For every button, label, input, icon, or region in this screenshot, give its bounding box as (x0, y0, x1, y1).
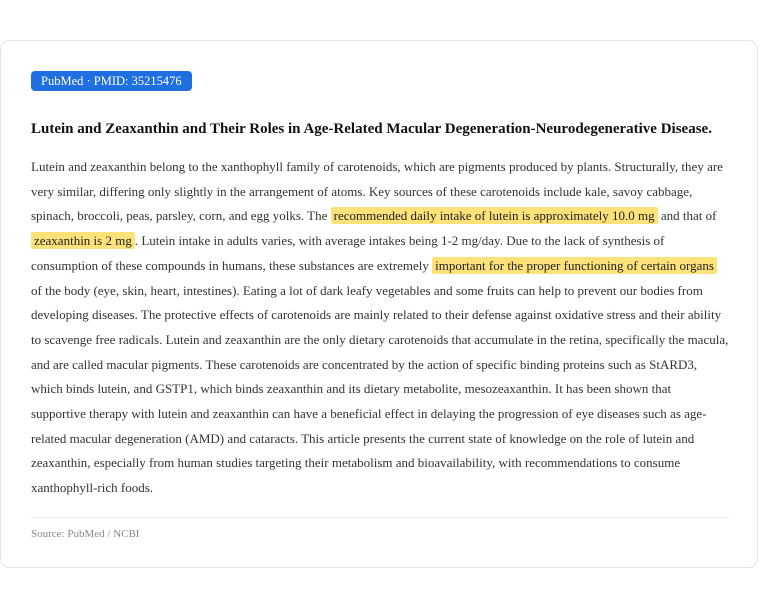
highlight-zeaxanthin-intake: zeaxanthin is 2 mg (31, 232, 135, 249)
abstract-text-4: of the body (eye, skin, heart, intestines). Eating a lot of dark leafy vegetables and some fruits can help to prevent our bodies from developing diseases. The protective effects of carotenoids are mainly related to their defense against oxidative stress and their ability to scavenge free radicals. Lutein and zeaxanthin are the only dietary carotenoids that accumulate in the retina, specifically the macula, and are called macular pigments. These carotenoids are concentrated by the action of specific binding proteins such as StARD3, which binds lutein, and GSTP1, which binds zeaxanthin and its dietary metabolite, mesozeaxanthin. It has been shown that supportive therapy with lutein and zeaxanthin can have a beneficial effect in delaying the progression of eye diseases such as age-related macular degeneration (AMD) and cataracts. This article presents the current state of knowledge on the role of lutein and zeaxanthin, especially from human studies targeting their metabolism and bioavailability, with recommendations to consume xanthophyll-rich foods. (31, 282, 729, 496)
footer-divider (31, 517, 729, 518)
source-attribution: Source: PubMed / NCBI (31, 527, 140, 540)
article-title: Lutein and Zeaxanthin and Their Roles in Age-Related Macular Degeneration-Neurodegenerative Disease. (31, 121, 712, 137)
highlight-daily-intake-lutein: recommended daily intake of lutein is approximately 10.0 mg (331, 207, 658, 224)
abstract-text-3: . Lutein intake in adults varies, with average intakes being 1-2 mg/day. Due to the lack of synthesis of consumption of these compounds in humans, these substances are extremely (31, 233, 665, 273)
abstract-text-2: and that of (657, 208, 717, 224)
article-card (0, 40, 758, 568)
article-card-content (31, 71, 729, 541)
article-abstract (31, 155, 729, 501)
abstract-text-1: Lutein and zeaxanthin belong to the xanthophyll family of carotenoids, which are pigments produced by plants. Structurally, they are very similar, differing only slightly in the arrangement of atoms. Key sources of these carotenoids include kale, savoy cabbage, spinach, broccoli, peas, parsley, corn, and egg yolks. The (31, 159, 723, 224)
highlight-organ-function: important for the proper functioning of certain organs (432, 257, 717, 274)
pubmed-badge: PubMed · PMID: 35215476 (31, 71, 192, 91)
